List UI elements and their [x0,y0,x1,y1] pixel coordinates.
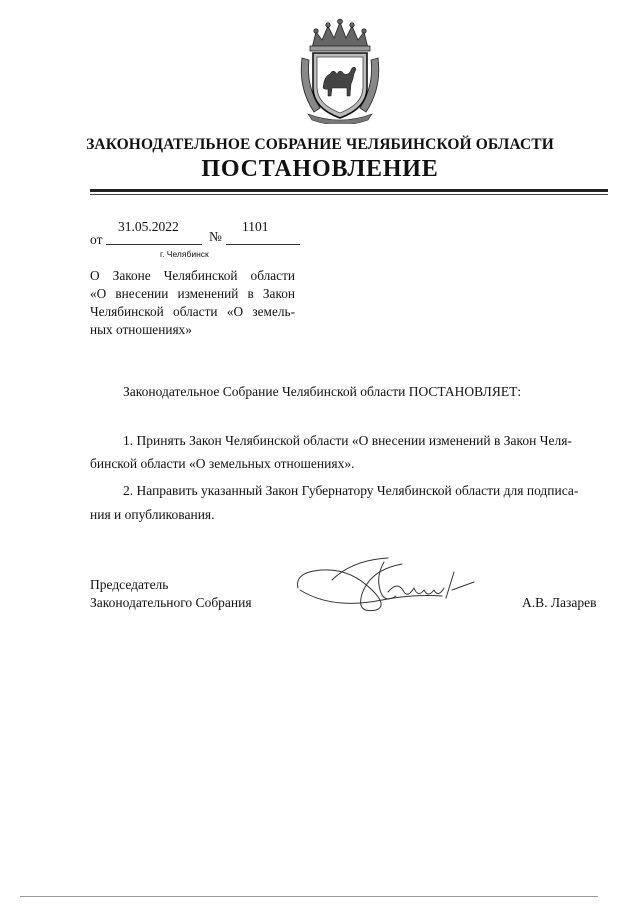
handwritten-signature [292,550,482,620]
paragraph-1-line: бинской области «О земельных отношениях». [90,456,355,471]
paragraph-2-line: 2. Направить указанный Закон Губернатору Челябинской области для подписа- [123,483,579,498]
signer-name: А.В. Лазарев [522,595,597,610]
organization-title: ЗАКОНОДАТЕЛЬНОЕ СОБРАНИЕ ЧЕЛЯБИНСКОЙ ОБЛАСТИ [86,136,554,153]
document-number: 1101 [242,219,269,234]
header-rule-thick [90,189,608,192]
city-label: г. Челябинск [160,249,209,259]
subject-line: ных отношениях» [90,322,192,337]
signer-title-line: Председатель [90,577,169,592]
document-type-title: ПОСТАНОВЛЕНИЕ [201,156,439,182]
document-subject [90,267,295,339]
paragraph-2-line: ния и опубликования. [90,507,215,522]
document-date: 31.05.2022 [118,219,179,234]
subject-line: О Законе Челябинской области [90,268,295,283]
signer-title [90,576,252,612]
page-bottom-edge [20,896,598,897]
resolves-statement: Законодательное Собрание Челябинской области ПОСТАНОВЛЯЕТ: [123,384,522,399]
paragraph-1-line: 1. Принять Закон Челябинской области «О внесении изменений в Закон Челя- [123,433,572,448]
subject-line: Челябинской области «О земель- [90,304,295,319]
signer-title-line: Законодательного Собрания [90,595,252,610]
chelyabinsk-coat-of-arms-icon [296,18,384,124]
number-prefix-label: № [209,229,222,244]
header-rule-thin [90,194,608,195]
date-underline [106,244,202,245]
date-prefix-label: от [90,232,103,247]
number-underline [226,244,300,245]
subject-line: «О внесении изменений в Закон [90,286,295,301]
